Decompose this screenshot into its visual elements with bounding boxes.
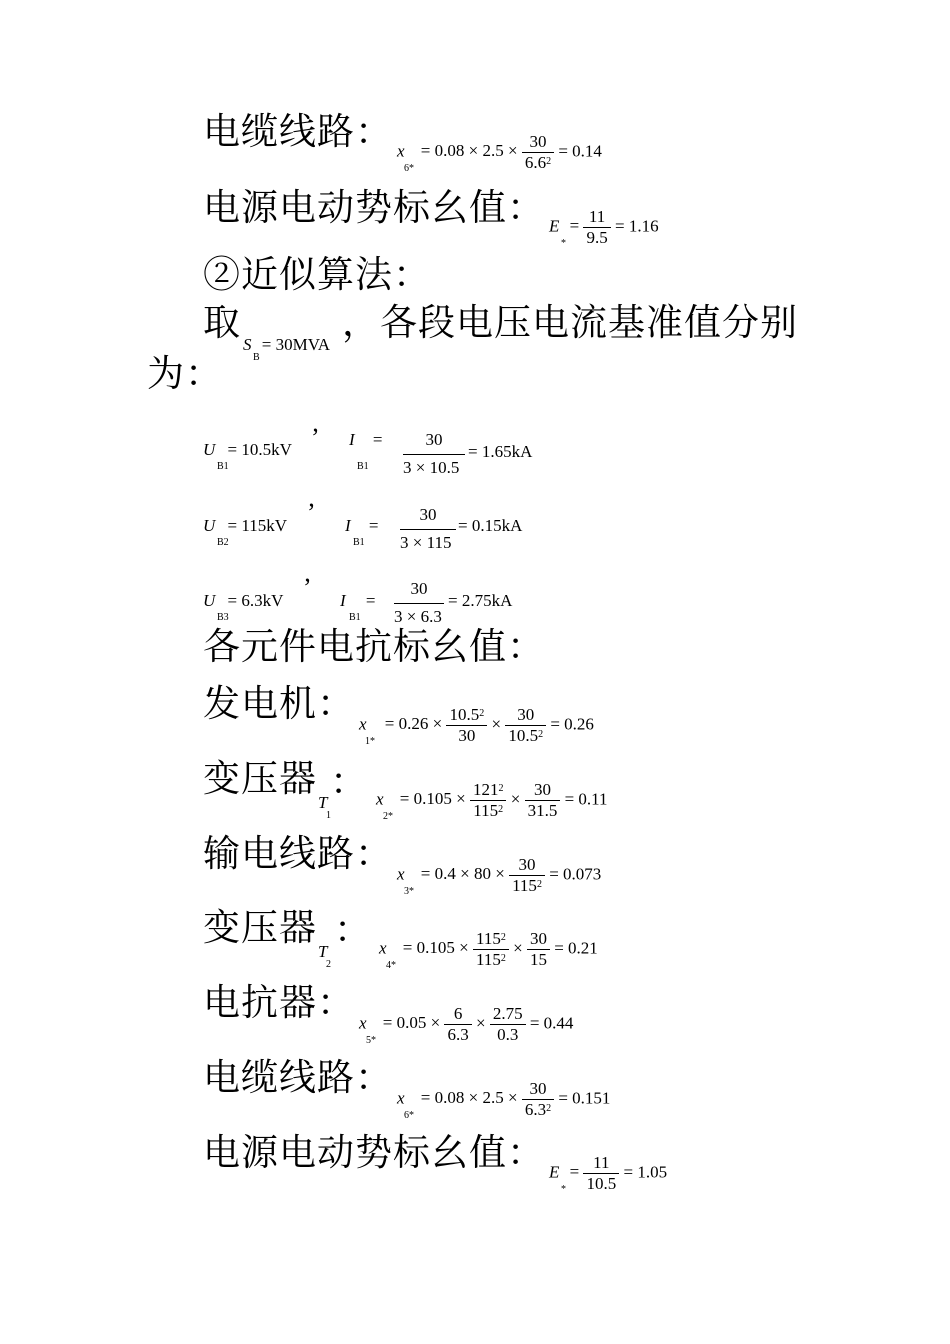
formula-var: I (345, 516, 351, 535)
formula-sub: * (561, 238, 566, 249)
denominator: 0.3 (490, 1024, 526, 1045)
formula-rhs: = 0.073 (549, 864, 602, 884)
denominator: 9.5 (583, 227, 610, 248)
emf-label: 电源电动势标幺值： (203, 186, 545, 229)
exponent: 2 (479, 708, 485, 719)
denominator: 10.5 (508, 726, 539, 745)
fraction-bar (394, 603, 444, 604)
formula-rhs: = 0.11 (564, 789, 608, 809)
reactor-label: 电抗器： (203, 981, 355, 1024)
separator: ’ (303, 573, 312, 602)
denominator: 6.3 (444, 1024, 471, 1045)
formula-sub: 3* (404, 886, 414, 897)
approx-method-heading: ②近似算法： (203, 253, 431, 296)
t1-symbol (318, 793, 331, 821)
denominator: 6.6 (524, 153, 547, 172)
denominator: 31.5 (525, 800, 561, 821)
denominator: 30 (446, 725, 487, 746)
formula-sub: B1 (349, 612, 361, 623)
formula-sub: B2 (217, 537, 229, 548)
fraction (583, 207, 610, 248)
transformer2-formula (379, 929, 598, 970)
numerator: 30 (518, 855, 536, 874)
formula-rhs: = 6.3kV (227, 591, 284, 610)
formula-lhs: = 0.08 × 2.5 × (420, 1088, 518, 1108)
fraction (527, 929, 550, 970)
formula-var: I (340, 591, 346, 610)
t2-symbol (318, 942, 331, 970)
exponent: 2 (538, 729, 544, 740)
formula-sub: B1 (353, 537, 365, 548)
cable-formula-2 (397, 1079, 610, 1120)
formula-lhs: = (372, 430, 383, 449)
formula-rhs: = 30MVA (261, 335, 331, 354)
fraction-num: 30 (410, 579, 428, 598)
formula-lhs: = 0.26 × (384, 714, 443, 734)
separator: ’ (311, 423, 320, 452)
formula-var: E (549, 216, 560, 236)
formula-var: I (349, 430, 355, 449)
emf-label-2: 电源电动势标幺值： (203, 1131, 545, 1174)
formula-rhs: = 0.15kA (458, 516, 523, 535)
numerator: 30 (529, 1079, 547, 1098)
emf-formula-1 (549, 207, 659, 248)
formula-sub: 2* (383, 811, 393, 822)
current-formula-3 (340, 591, 376, 623)
cable-formula-1 (397, 132, 602, 173)
formula-rhs: = 0.14 (558, 141, 602, 161)
formula-var: x (359, 1013, 367, 1033)
element-reactance-label: 各元件电抗标幺值： (203, 625, 545, 668)
current-formula-2 (345, 516, 379, 548)
formula-sub: B1 (217, 461, 229, 472)
formula-lhs: = 0.4 × 80 × (420, 864, 505, 884)
numerator: 11 (593, 1153, 610, 1172)
base-row-1 (203, 440, 292, 472)
formula-var: T (318, 793, 328, 812)
formula-rhs: = 2.75kA (448, 591, 513, 610)
numerator: 30 (517, 705, 535, 724)
fraction-num: 30 (425, 430, 443, 449)
denominator: 10.5 (583, 1173, 619, 1194)
denominator: 115 (475, 950, 501, 969)
take-suffix: ，各段电压电流基准值分别 (342, 301, 798, 344)
reactor-formula (359, 1004, 573, 1045)
fraction (522, 1079, 554, 1120)
fraction (490, 1004, 526, 1045)
current-formula-1 (349, 430, 383, 472)
fraction (522, 132, 554, 173)
formula-lhs: = 0.08 × 2.5 × (420, 141, 518, 161)
formula-lhs: = (569, 1162, 580, 1182)
fraction (505, 705, 546, 746)
formula-sub: 6* (404, 1110, 414, 1121)
formula-var: x (397, 141, 405, 161)
fraction (583, 1153, 619, 1194)
formula-sub: 1* (365, 736, 375, 747)
formula-sub: 1 (326, 810, 331, 821)
exponent: 2 (546, 156, 552, 167)
exponent: 2 (498, 804, 504, 815)
formula-var: S (243, 335, 252, 354)
formula-sub: 2 (326, 959, 331, 970)
formula-var: x (376, 789, 384, 809)
line-formula (397, 855, 601, 896)
formula-sub: 6* (404, 163, 414, 174)
formula-sub: 5* (366, 1035, 376, 1046)
denominator: 115 (512, 876, 537, 895)
formula-rhs: = 1.05 (623, 1162, 668, 1182)
cable-line-label: 电缆线路： (203, 110, 393, 153)
formula-rhs: = 0.21 (554, 938, 598, 958)
fraction-den: 3 × 115 (400, 533, 452, 552)
formula-rhs: = 10.5kV (227, 440, 292, 459)
formula-rhs: = 0.151 (558, 1088, 611, 1108)
emf-formula-2 (549, 1153, 667, 1194)
formula-var: x (397, 1088, 405, 1108)
formula-sub: * (561, 1184, 566, 1195)
transformer2-colon: ： (334, 908, 372, 951)
fraction (509, 855, 545, 896)
formula-rhs: = 1.65kA (468, 442, 533, 461)
numerator: 2.75 (492, 1004, 523, 1023)
fraction-num: 30 (419, 505, 437, 524)
cable-line-label-2: 电缆线路： (203, 1056, 393, 1099)
fraction (446, 705, 487, 746)
exponent: 2 (500, 953, 506, 964)
times: × (513, 938, 523, 958)
fraction (525, 780, 561, 821)
numerator: 10.5 (449, 705, 480, 724)
transmission-line-label: 输电线路： (203, 832, 393, 875)
exponent: 2 (546, 1103, 552, 1114)
formula-var: E (549, 1162, 560, 1182)
formula-rhs: = 115kV (227, 516, 288, 535)
denominator: 6.3 (524, 1100, 547, 1119)
formula-sub: 4* (386, 960, 396, 971)
formula-lhs: = 0.105 × (402, 938, 469, 958)
transformer1-label: 变压器 (203, 757, 317, 800)
formula-sub: B1 (357, 461, 369, 472)
numerator: 121 (472, 780, 499, 799)
transformer1-formula (376, 780, 608, 821)
formula-var: T (318, 942, 328, 961)
take-prefix: 取 (203, 301, 241, 344)
separator: ’ (307, 498, 316, 527)
exponent: 2 (536, 879, 542, 890)
take-suffix-wrap: 为： (147, 352, 223, 395)
formula-sub: B3 (217, 612, 229, 623)
numerator: 115 (475, 929, 501, 948)
generator-label: 发电机： (203, 682, 355, 725)
fraction-bar (400, 529, 456, 530)
denominator: 115 (473, 801, 499, 820)
generator-formula (359, 705, 594, 746)
numerator: 30 (529, 132, 547, 151)
formula-var: x (397, 864, 405, 884)
formula-var: U (203, 591, 216, 610)
formula-var: x (379, 938, 387, 958)
formula-rhs: = 0.44 (529, 1013, 574, 1033)
numerator: 30 (529, 929, 547, 948)
sb-formula (243, 335, 331, 363)
base-row-3 (203, 591, 284, 623)
fraction-den: 3 × 6.3 (394, 607, 442, 626)
exponent: 2 (500, 932, 506, 943)
fraction-bar (403, 454, 465, 455)
formula-lhs: = (569, 216, 580, 236)
formula-lhs: = 0.05 × (382, 1013, 441, 1033)
formula-var: U (203, 440, 216, 459)
formula-rhs: = 1.16 (614, 216, 659, 236)
formula-var: x (359, 714, 367, 734)
fraction-den: 3 × 10.5 (403, 458, 460, 477)
times: × (491, 714, 502, 734)
formula-var: U (203, 516, 216, 535)
numerator: 11 (588, 207, 606, 226)
transformer2-label: 变压器 (203, 906, 317, 949)
numerator: 6 (453, 1004, 463, 1023)
formula-lhs: = (368, 516, 379, 535)
formula-lhs: = (365, 591, 376, 610)
times: × (510, 789, 521, 809)
exponent: 2 (498, 783, 504, 794)
formula-rhs: = 0.26 (550, 714, 594, 734)
formula-lhs: = 0.105 × (399, 789, 466, 809)
formula-sub: B (253, 352, 260, 363)
transformer1-colon: ： (330, 760, 368, 803)
fraction (470, 780, 507, 821)
fraction (473, 929, 509, 970)
numerator: 30 (533, 780, 551, 799)
denominator: 15 (527, 949, 550, 970)
times: × (475, 1013, 486, 1033)
fraction (444, 1004, 471, 1045)
base-row-2 (203, 516, 288, 548)
